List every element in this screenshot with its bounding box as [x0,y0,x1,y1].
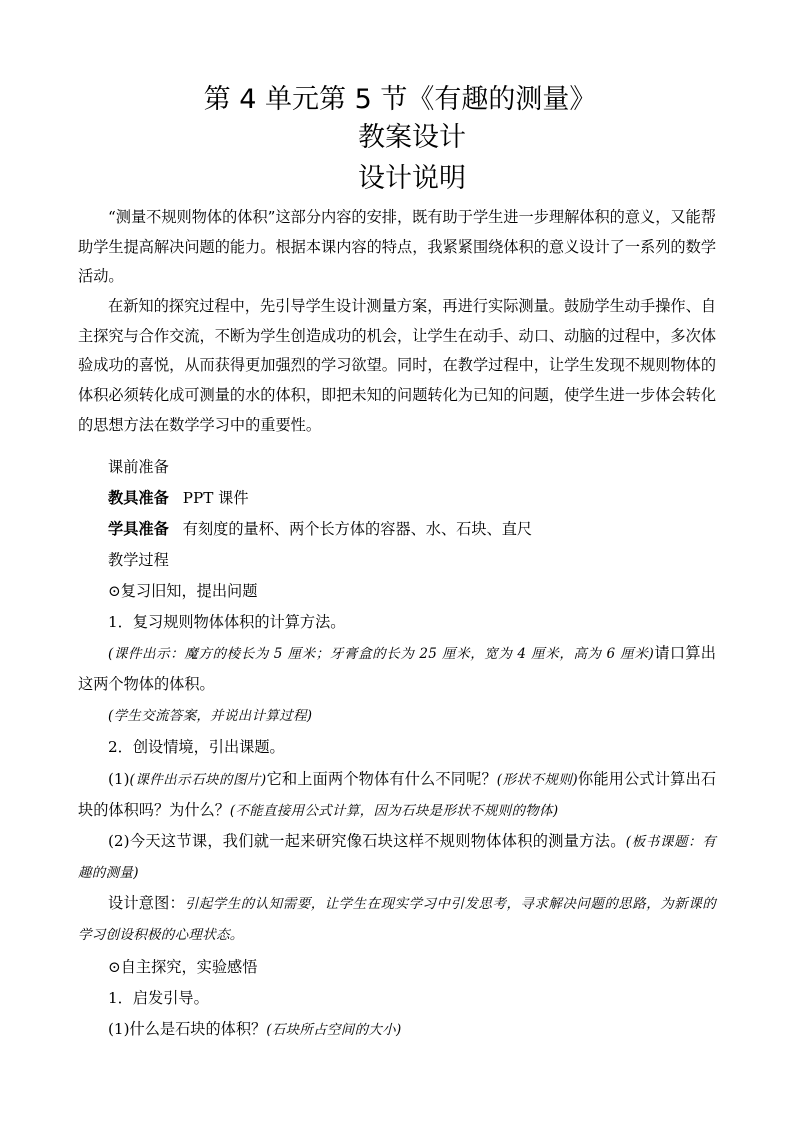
question-2-paragraph [78,827,716,888]
student-prep-value: 有刻度的量杯、两个长方体的容器、水、石块、直尺 [182,520,533,538]
intro-paragraph-1: “测量不规则物体的体积”这部分内容的安排，既有助于学生进一步理解体积的意义，又能帮助学生提高解决问题的能力。根据本课内容的特点，我紧紧围绕体积的意义设计了一系列的数学活动。 [78,208,716,286]
section-review: ⊙复习旧知，提出问题 [108,582,258,600]
teacher-prep-line [108,486,249,510]
question-3-line [108,1017,402,1042]
question-1-note-2: (形状不规则) [496,772,578,788]
question-1-text-2: 你能用公式计算出石块的体积吗？为什么？ [78,770,717,819]
question-1-number: (1) [108,770,130,788]
item1-text: 请口算出这两个物体的体积。 [78,644,716,693]
question-1-text-1: 它和上面两个物体有什么不同呢？ [266,770,497,788]
prep-heading: 课前准备 [108,458,169,476]
section-explore: ⊙自主探究，实验感悟 [108,958,258,976]
item1-note: (课件出示：魔方的棱长为 5 厘米；牙膏盒的长为 25 厘米，宽为 4 厘米，高为 6 厘米) [108,646,655,662]
student-prep-label: 学具准备 [108,520,169,538]
intro-paragraph-2: 在新知的探究过程中，先引导学生设计测量方案，再进行实际测量。鼓励学生动手操作、自主探究与合作交流，不断为学生创造成功的机会，让学生在动手、动口、动脑的过程中，多次体验成功的喜悦，从而获得更加强烈的学习欲望。同时，在教学过程中，让学生发现不规则物体的体积必须转化成可测量的水的体积，即把未知的问题转化为已知的问题，使学生进一步体会转化的思想方法在数学学习中的重要性。 [78,297,716,434]
question-2-text: (2)今天这节课，我们就一起来研究像石块这样不规则物体体积的测量方法。 [108,832,626,850]
design-intent-paragraph [78,889,716,950]
item1-paragraph [78,639,716,699]
question-1-note-1: (课件出示石块的图片) [129,772,267,788]
lesson-subtitle: 教案设计 [358,122,466,153]
design-intent-label: 设计意图： [108,894,185,912]
list-item-3: 1．启发引导。 [108,989,209,1007]
list-item-1: 1．复习规则物体体积的计算方法。 [108,613,346,631]
design-intent-text: 引起学生的认知需要，让学生在现实学习中引发思考，寻求解决问题的思路，为新课的学习创设积极的心理状态。 [78,896,717,943]
lesson-title: 第 4 单元第 5 节《有趣的测量》 [203,84,597,115]
question-3-text: (1)什么是石块的体积？ [108,1020,267,1038]
student-prep-line [108,517,532,541]
question-2-note: (板书课题：有趣的测量) [78,834,716,881]
section-title: 设计说明 [358,163,466,194]
question-1-paragraph [78,765,716,826]
question-1-note-3: (不能直接用公式计算，因为石块是形状不规则的物体) [229,802,559,819]
process-heading: 教学过程 [108,551,169,569]
teacher-prep-value: PPT 课件 [182,489,249,507]
list-item-2: 2．创设情境，引出课题。 [108,738,285,756]
question-3-note: (石块所占空间的大小) [266,1022,402,1038]
item1-note-2: (学生交流答案，并说出计算过程) [108,708,313,724]
teacher-prep-label: 教具准备 [108,489,169,507]
